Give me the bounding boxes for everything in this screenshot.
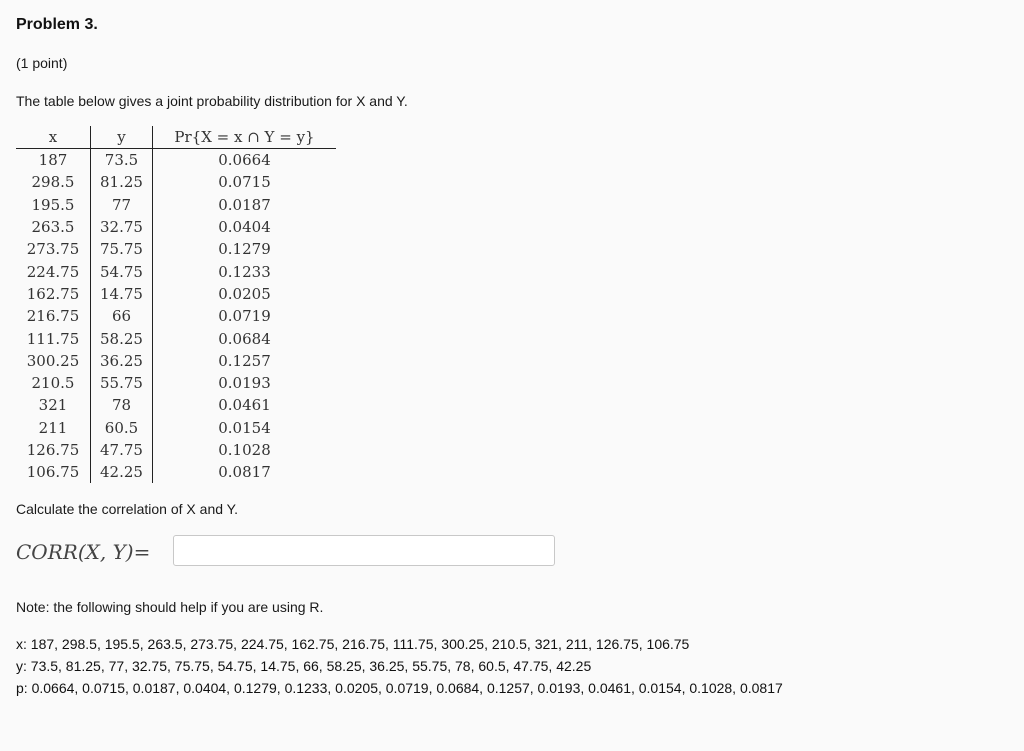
- table-row: [16, 260, 336, 282]
- r-y-values: y: 73.5, 81.25, 77, 32.75, 75.75, 54.75, 14.75, 66, 58.25, 36.25, 55.75, 78, 60.5, 47.75, 42.25: [16, 658, 592, 674]
- cell-probability: 0.1233: [153, 260, 337, 282]
- table-row: [16, 350, 336, 372]
- r-p-values: p: 0.0664, 0.0715, 0.0187, 0.0404, 0.1279, 0.1233, 0.0205, 0.0719, 0.0684, 0.1257, 0.0193, 0.0461, 0.0154, 0.1028, 0.0817: [16, 680, 783, 696]
- cell-y: 42.25: [91, 461, 153, 483]
- cell-x: 263.5: [31, 218, 75, 237]
- r-note: Note: the following should help if you are using R.: [16, 599, 324, 615]
- table-row: [16, 149, 336, 172]
- cell-x: 300.25: [26, 351, 80, 370]
- cell-probability: 0.0193: [153, 372, 337, 394]
- table-body: [16, 149, 336, 484]
- cell-x: 195.5: [31, 195, 75, 214]
- cell-probability: 0.0715: [153, 171, 337, 193]
- cell-x: 111.75: [26, 329, 80, 348]
- cell-x: 321: [38, 396, 68, 415]
- table-row: [16, 238, 336, 260]
- header-x: x: [16, 126, 91, 149]
- cell-x: 210.5: [31, 374, 75, 393]
- corr-label: [16, 540, 150, 564]
- calculate-instruction: Calculate the correlation of X and Y.: [16, 501, 239, 517]
- cell-y: 73.5: [91, 149, 153, 172]
- table-row: [16, 461, 336, 483]
- cell-y: 32.75: [91, 216, 153, 238]
- cell-y: 47.75: [91, 439, 153, 461]
- table-row: [16, 372, 336, 394]
- cell-probability: 0.1028: [153, 439, 337, 461]
- cell-probability: 0.0817: [153, 461, 337, 483]
- joint-distribution-table: [16, 126, 336, 483]
- cell-probability: 0.0461: [153, 394, 337, 416]
- table-row: [16, 194, 336, 216]
- cell-probability: 0.1257: [153, 350, 337, 372]
- table-row: [16, 394, 336, 416]
- cell-probability: 0.1279: [153, 238, 337, 260]
- answer-input[interactable]: [173, 535, 555, 566]
- corr-equals: =: [133, 540, 151, 564]
- cell-probability: 0.0684: [153, 327, 337, 349]
- cell-y: 14.75: [91, 283, 153, 305]
- table-header-row: [16, 126, 336, 149]
- cell-y: 36.25: [91, 350, 153, 372]
- cell-y: 58.25: [91, 327, 153, 349]
- table-row: [16, 439, 336, 461]
- problem-title: Problem 3.: [16, 16, 98, 33]
- r-x-values: x: 187, 298.5, 195.5, 263.5, 273.75, 224.75, 162.75, 216.75, 111.75, 300.25, 210.5, 321, 211, 126.75, 106.75: [16, 636, 690, 652]
- cell-y: 55.75: [91, 372, 153, 394]
- header-y: y: [91, 126, 153, 149]
- cell-x: 224.75: [26, 262, 80, 281]
- cell-x: 162.75: [26, 284, 80, 303]
- cell-y: 54.75: [91, 260, 153, 282]
- cell-x: 216.75: [26, 307, 80, 326]
- cell-y: 66: [91, 305, 153, 327]
- cell-x: 106.75: [26, 463, 80, 482]
- cell-y: 60.5: [91, 417, 153, 439]
- cell-probability: 0.0187: [153, 194, 337, 216]
- cell-probability: 0.0404: [153, 216, 337, 238]
- header-probability: Pr{X = x ∩ Y = y}: [153, 126, 337, 149]
- cell-y: 81.25: [91, 171, 153, 193]
- cell-y: 75.75: [91, 238, 153, 260]
- cell-x: 187: [38, 151, 68, 170]
- cell-y: 77: [91, 194, 153, 216]
- table-row: [16, 216, 336, 238]
- cell-probability: 0.0719: [153, 305, 337, 327]
- corr-expression: CORR(X, Y): [16, 540, 134, 564]
- table-row: [16, 327, 336, 349]
- cell-probability: 0.0205: [153, 283, 337, 305]
- cell-x: 211: [38, 418, 68, 437]
- table-row: [16, 417, 336, 439]
- cell-x: 298.5: [31, 173, 75, 192]
- problem-points: (1 point): [16, 55, 68, 71]
- cell-probability: 0.0664: [153, 149, 337, 172]
- cell-y: 78: [91, 394, 153, 416]
- problem-intro: The table below gives a joint probability distribution for X and Y.: [16, 93, 408, 109]
- cell-x: 126.75: [26, 441, 80, 459]
- table-row: [16, 283, 336, 305]
- cell-x: 273.75: [26, 240, 80, 259]
- table-row: [16, 171, 336, 193]
- table-row: [16, 305, 336, 327]
- cell-probability: 0.0154: [153, 417, 337, 439]
